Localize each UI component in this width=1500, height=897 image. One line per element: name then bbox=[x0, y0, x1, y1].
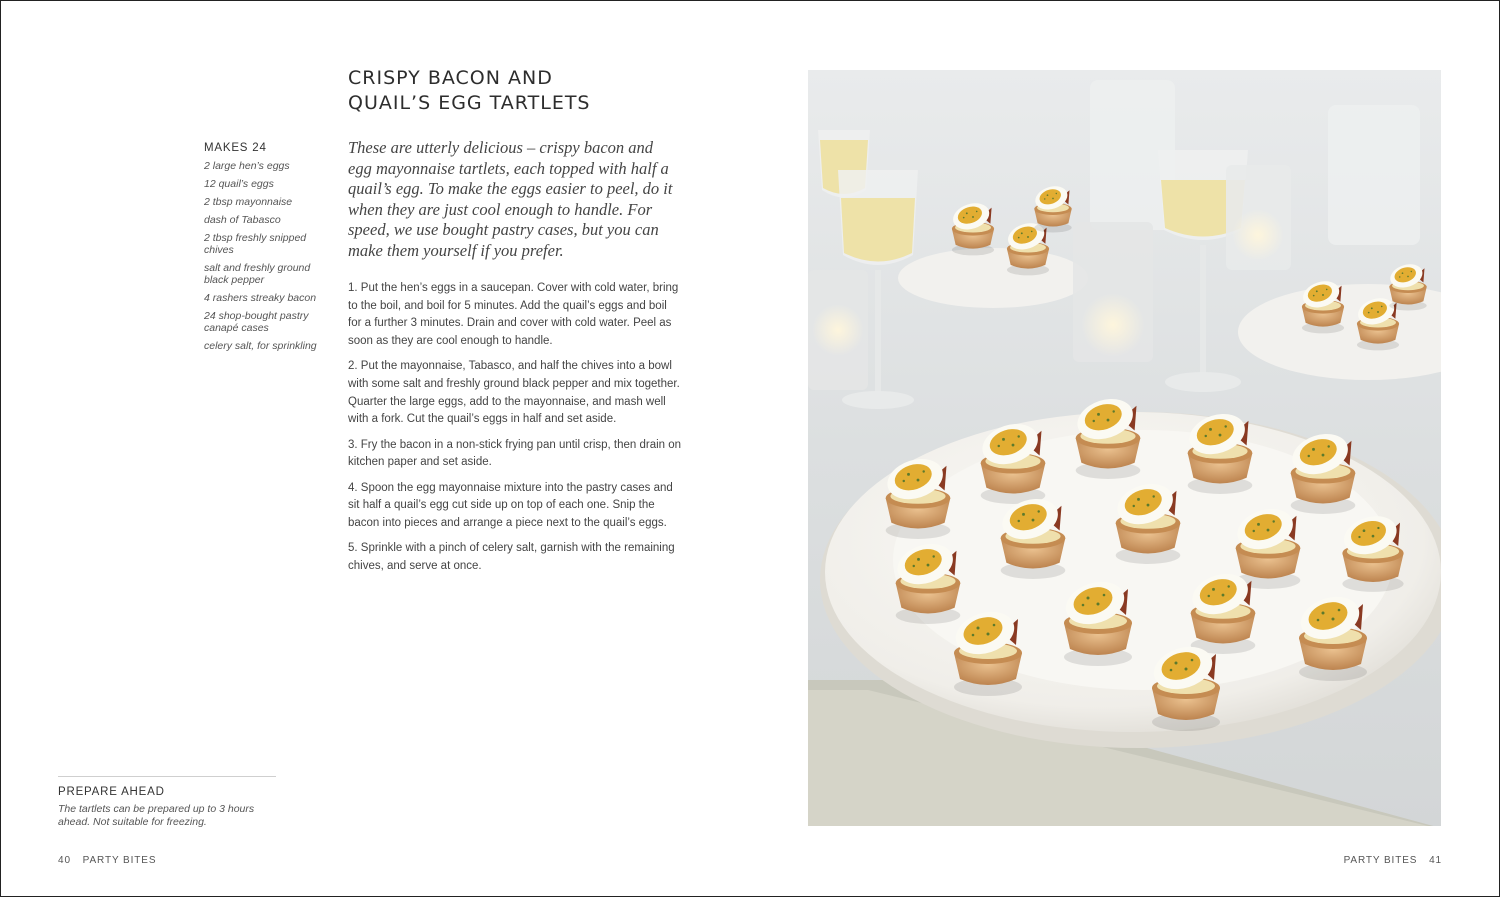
prepare-ahead-text: The tartlets can be prepared up to 3 hours ahead. Not suitable for freezing. bbox=[58, 803, 255, 828]
method-step: 1. Put the hen’s eggs in a saucepan. Cover with cold water, bring to the boil, and boil for 5 minutes. Add the quail’s eggs and boil for a further 3 minutes. Drain and cover with cold water. Peel as soon as they are cool enough to handle. bbox=[348, 282, 679, 348]
ingredient-item: celery salt, for sprinkling bbox=[204, 340, 317, 352]
method-steps bbox=[348, 280, 683, 583]
tartlets-photo bbox=[808, 70, 1441, 826]
page-number-left: 40 bbox=[58, 855, 71, 866]
section-name-left: PARTY BITES bbox=[82, 855, 157, 866]
recipe-title-line-2: QUAIL’S EGG TARTLETS bbox=[348, 92, 591, 114]
ingredients-panel bbox=[204, 142, 319, 358]
ingredient-item: 24 shop-bought pastry canapé cases bbox=[204, 310, 309, 334]
ingredient-item: dash of Tabasco bbox=[204, 214, 281, 226]
folio-left bbox=[58, 855, 164, 866]
page-number-right: 41 bbox=[1429, 855, 1442, 866]
ingredient-item: 2 large hen’s eggs bbox=[204, 160, 290, 172]
ingredient-item: 2 tbsp freshly snipped chives bbox=[204, 232, 307, 256]
recipe-title-line-1: CRISPY BACON AND bbox=[348, 67, 553, 89]
recipe-title bbox=[348, 66, 591, 116]
prepare-ahead-box bbox=[58, 776, 276, 828]
method-step: 3. Fry the bacon in a non-stick frying pan until crisp, then drain on kitchen paper and set aside. bbox=[348, 438, 682, 469]
ingredient-item: salt and freshly ground black pepper bbox=[204, 262, 311, 286]
folio-right bbox=[1344, 855, 1442, 866]
method-step: 4. Spoon the egg mayonnaise mixture into the pastry cases and sit half a quail’s egg cut side up on top of each one. Snip the bacon into pieces and arrange a piece next to the quail’s eggs. bbox=[348, 481, 673, 529]
prepare-ahead-heading: PREPARE AHEAD bbox=[58, 786, 165, 798]
section-name-right: PARTY BITES bbox=[1343, 855, 1418, 866]
method-step: 2. Put the mayonnaise, Tabasco, and half the chives into a bowl with some salt and freshly ground black pepper and mix together. Quarter the large eggs, add to the mayonnaise, and mash well with a fork. Cut the quail’s eggs in half and set aside. bbox=[348, 360, 680, 426]
ingredient-item: 2 tbsp mayonnaise bbox=[204, 196, 293, 208]
yield-label: MAKES 24 bbox=[204, 142, 267, 154]
method-step: 5. Sprinkle with a pinch of celery salt, garnish with the remaining chives, and serve at once. bbox=[348, 542, 675, 572]
recipe-intro: These are utterly delicious – crispy bacon and egg mayonnaise tartlets, each topped with half a quail’s egg. To make the eggs easier to peel, do it when they are just cool enough to handle. For speed, we use bought pastry cases, but you can make them yourself if you prefer. bbox=[348, 138, 673, 260]
ingredient-item: 4 rashers streaky bacon bbox=[204, 292, 317, 304]
ingredient-list bbox=[204, 160, 319, 352]
ingredient-item: 12 quail’s eggs bbox=[204, 178, 274, 190]
